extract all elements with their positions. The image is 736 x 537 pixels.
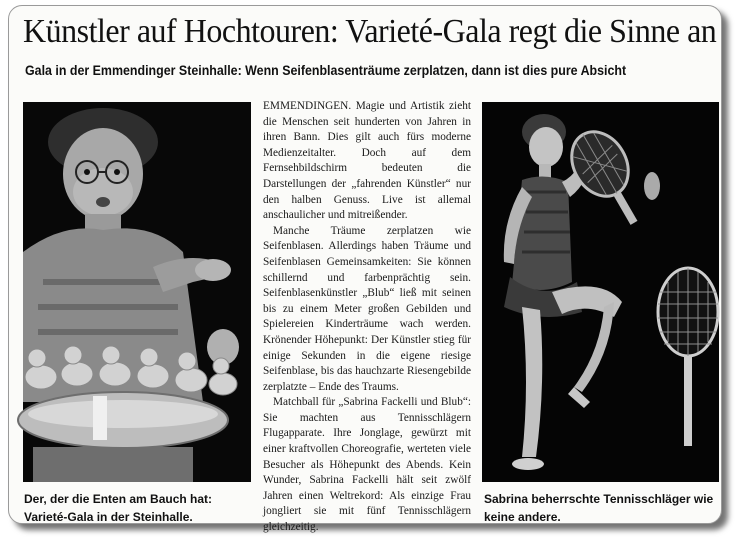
caption-right-photo: Sabrina beherrschte Tennisschläger wie keine andere. [484,492,714,524]
newspaper-clipping [8,5,722,534]
article-paragraph: Matchball für „Sabrina Fackelli und Blub“: Sie machten aus Tennisschlägern Flugapparate. Ihre Jonglage, gewürzt mit einer kraftvollen Choreografie, werteten viele Besucher als Höhepunkt des Abends. Kein Wunder, Sabrina Fackelli hält seit zwölf Jahren einen Weltrekord: Als einzige Frau jongliert sie mit fünf Tennisschlägern gleichzeitig. [263,396,471,534]
article-paragraph: EMMENDINGEN. Magie und Artistik zieht die Menschen seit hunderten von Jahren in ihren Bann. Dies gilt auch fürs moderne Medienzeitalter. Doch auf dem Fernsehbildschirm bedeuten die Darstellungen der „fahrenden Künstler“ nur den halben Genuss. Live ist allemal anschaulicher und mitreißender. [263,100,471,222]
photo-duck-performer [23,102,251,482]
duck-performer-illustration [23,102,251,482]
caption-left-photo: Der, der die Enten am Bauch hat: Varieté-Gala in der Steinhalle. [24,492,213,524]
subheadline: Gala in der Emmendinger Steinhalle: Wenn Seifenblasenträume zerplatzen, dann ist dies pure Absicht [25,63,627,78]
photo-tennis-juggler [482,102,719,482]
article-body [263,99,471,536]
article-paragraph: Manche Träume zerplatzen wie Seifenblasen. Allerdings haben Träume und Seifenblasen Gemeinsamkeiten: Sie können schillernd und farbenprächtig sein. Seifenblasenkünstler „Blub“ ließ mit seinen bis zu einem Meter großen Gebilden und Spielereien Kinderträume wach werden. Krönender Höhepunkt: Der Künstler stieg für einige Sekunden in die eigene riesige Seifenblase, bis das hauchzarte Riesengebilde zerplatzte – Ende des Traums. [263,224,471,393]
tennis-juggler-illustration [482,102,719,482]
headline: Künstler auf Hochtouren: Varieté-Gala regt die Sinne an [23,13,717,50]
